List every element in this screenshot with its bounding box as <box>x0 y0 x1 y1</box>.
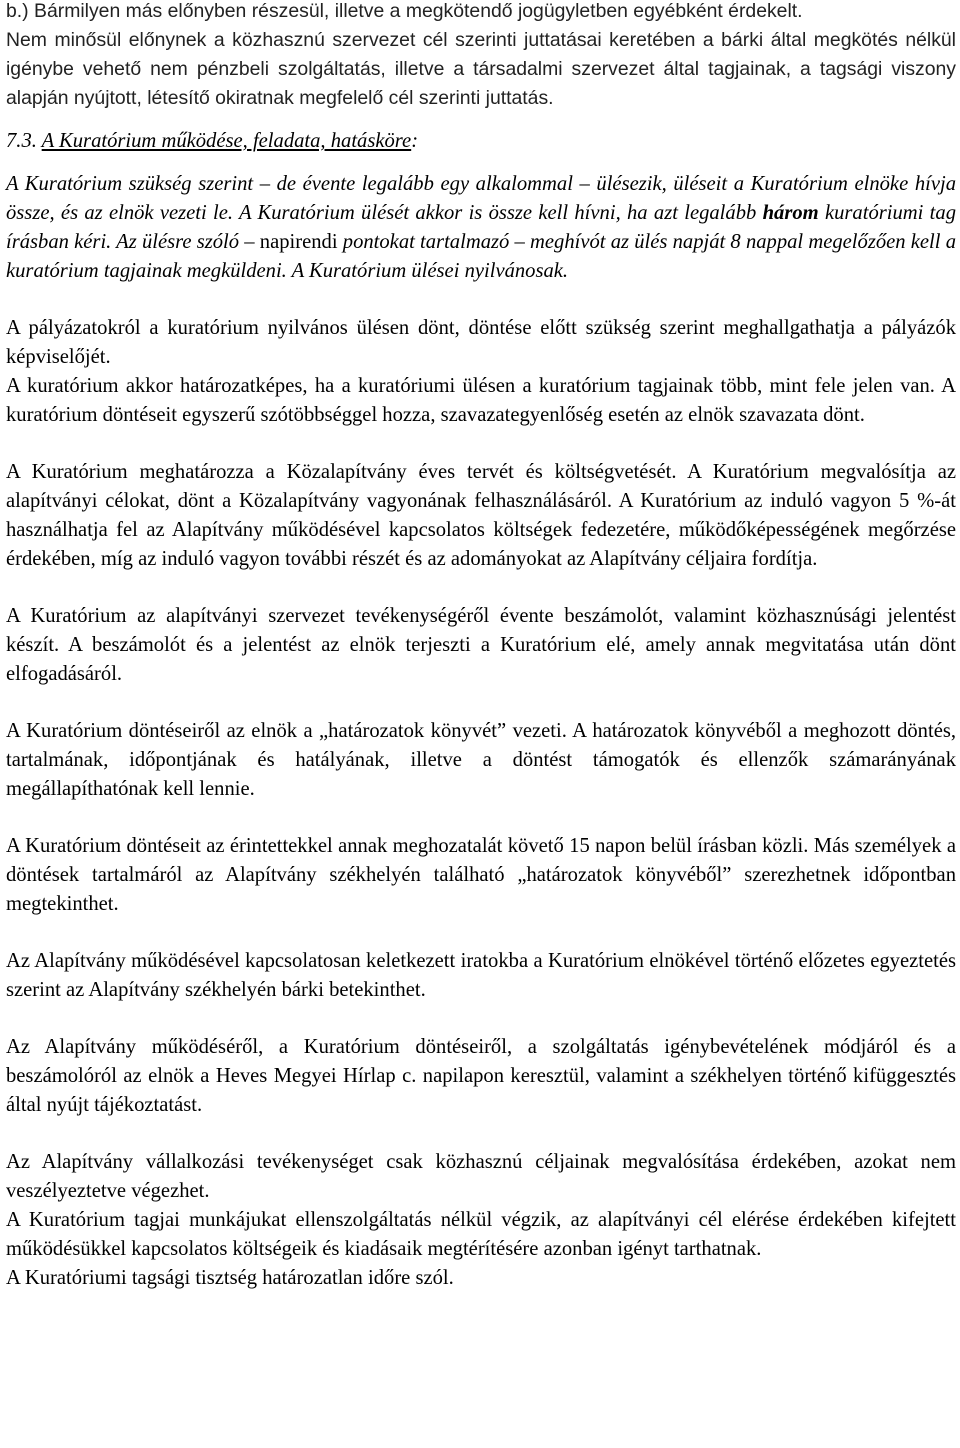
paragraph-term: A Kuratóriumi tagsági tisztség határozatlan időre szól. <box>6 1267 454 1289</box>
meeting-text-2: kuratóriumi tag írásban kéri. Az ülésre szóló – <box>6 202 956 253</box>
paragraph-compensation: A Kuratórium tagjai munkájukat ellenszolgáltatás nélkül végzik, az alapítványi cél elérése érdekében kifejtett működésükkel kapcsolatos költségeik és kiadásaik megtérítésére azonban igényt tarthatnak. <box>6 1209 956 1260</box>
intro-paragraph <box>6 0 956 113</box>
section-title: A Kuratórium működése, feladata, hatásköre <box>41 130 412 152</box>
paragraph-quorum: A kuratórium akkor határozatképes, ha a kuratóriumi ülésen a kuratórium tagjainak több, mint fele jelen van. A kuratórium döntéseit egyszerű szótöbbséggel hozza, szavazategyenlőség esetén az elnök szavazata dönt. <box>6 375 956 426</box>
paragraph-applications: A pályázatokról a kuratórium nyilvános ülésen dönt, döntése előtt szükség szerint meghallgathatja a pályázók képviselőjét. <box>6 317 956 368</box>
paragraph-documents: Az Alapítvány működésével kapcsolatosan keletkezett iratokba a Kuratórium elnökével történő előzetes egyeztetés szerint az Alapítvány székhelyén bárki betekinthet. <box>6 950 956 1001</box>
meeting-text-3: pontokat tartalmazó – meghívót az ülés napját 8 nappal megelőzően kell a kuratórium tagjainak megküldeni. A Kuratórium ülései nyilvánosak. <box>6 231 957 282</box>
meeting-bold-three: három <box>762 202 819 224</box>
meeting-text-1: A Kuratórium szükség szerint – de évente legalább egy alkalommal – ülésezik, üléseit a Kuratórium elnöke hívja össze, és az elnök vezeti le. A Kuratórium ülését akkor is össze kell hívni, ha azt legalább <box>6 173 956 224</box>
intro-line-b: b.) Bármilyen más előnyben részesül, illetve a megkötendő jogügyletben egyébként érdekelt. <box>6 0 803 22</box>
section-heading <box>6 127 956 156</box>
paragraph-report: A Kuratórium az alapítványi szervezet tevékenységéről évente beszámolót, valamint közhasznúsági jelentést készít. A beszámolót és a jelentést az elnök terjeszti a Kuratórium elé, amely annak megvitatása után dönt elfogadásáról. <box>6 605 956 685</box>
section-colon: : <box>411 130 419 152</box>
paragraph-notification: A Kuratórium döntéseit az érintettekkel annak meghozatalát követő 15 napon belül írásban közli. Más személyek a döntések tartalmáról az Alapítvány székhelyén található „határozatok könyvéből” szerezhetnek időpontban megtekinthet. <box>6 835 956 915</box>
document-page <box>6 0 956 1293</box>
intro-text: Nem minősül előnynek a közhasznú szervezet cél szerinti juttatásai keretében a bárki által megkötés nélkül igénybe vehető nem pénzbeli szolgáltatás, illetve a társadalmi szervezet által tagjainak, a tagsági viszony alapján nyújtott, létesítő okiratnak megfelelő cél szerinti juttatás. <box>6 29 956 109</box>
paragraph-business: Az Alapítvány vállalkozási tevékenységet csak közhasznú céljainak megvalósítása érdekében, azokat nem veszélyeztetve végezhet. <box>6 1151 956 1202</box>
paragraph-publicity: Az Alapítvány működéséről, a Kuratórium döntéseiről, a szolgáltatás igénybevételének módjáról és a beszámolóról az elnök a Heves Megyei Hírlap c. napilapon keresztül, valamint a székhelyen történő kifüggesztés által nyújt tájékoztatást. <box>6 1036 956 1116</box>
paragraph-decisions-book: A Kuratórium döntéseiről az elnök a „határozatok könyvét” vezeti. A határozatok könyvéből a meghozott döntés, tartalmának, időpontjának és hatályának, illetve a döntést támogatók és ellenzők számarányának megállapíthatónak kell lennie. <box>6 720 956 800</box>
paragraph-budget: A Kuratórium meghatározza a Közalapítvány éves tervét és költségvetését. A Kuratórium megvalósítja az alapítványi célokat, dönt a Közalapítvány vagyonának felhasználásáról. A Kuratórium az induló vagyon 5 %-át használhatja fel az Alapítvány működésével kapcsolatos költségek fedezetére, működőképességének megőrzése érdekében, míg az induló vagyon további részét és az adományokat az Alapítvány céljaira fordítja. <box>6 461 956 570</box>
meeting-text-plain: napirendi <box>259 231 338 253</box>
body-paragraphs <box>6 314 956 1293</box>
meeting-paragraph <box>6 170 956 286</box>
section-number: 7.3. <box>6 130 37 152</box>
